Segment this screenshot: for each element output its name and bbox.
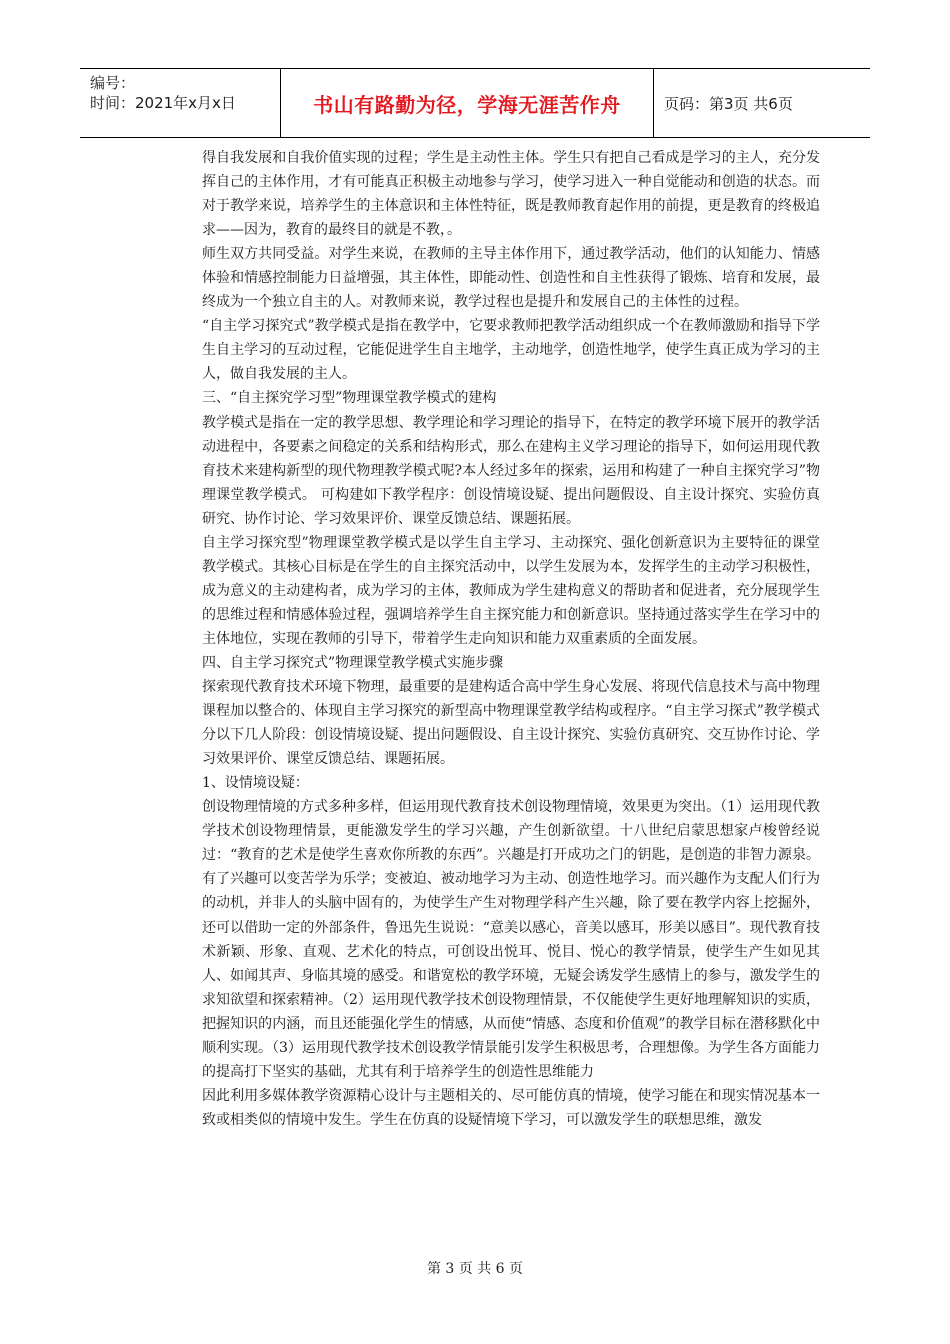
paragraph: 探索现代教育技术环境下物理，最重要的是建构适合高中学生身心发展、将现代信息技术与高中物理课程加以整合的、体现自主学习探究的新型高中物理课堂教学结构或程序。“自主学习探式”教学模式分以下几人阶段：创设情境设疑、提出问题假设、自主设计探究、实验仿真研究、交互协作讨论、学习效果评价、课堂反馈总结、课题拓展。	[202, 679, 820, 768]
paragraph: 得自我发展和自我价值实现的过程；学生是主动性主体。学生只有把自己看成是学习的主人，充分发挥自己的主体作用，才有可能真正积极主动地参与学习，使学习进入一种自觉能动和创造的状态。而对于教学来说，培养学生的主体意识和主体性特征，既是教师教育起作用的前提，更是教育的终极追求——因为，教育的最终目的就是不教，。	[202, 150, 820, 239]
document-time: 时间：2021年x月x日	[90, 94, 236, 112]
paragraph: 师生双方共同受益。对学生来说，在教师的主导主体作用下，通过教学活动，他们的认知能力、情感体验和情感控制能力日益增强，其主体性，即能动性、创造性和自主性获得了锻炼、培育和发展，最终成为一个独立自主的人。对教师来说，教学过程也是提升和发展自己的主体性的过程。	[202, 246, 820, 311]
section-heading: 三、“自主探究学习型”物理课堂教学模式的建构	[202, 390, 497, 407]
paragraph: 创设物理情境的方式多种多样，但运用现代教育技术创设物理情境，效果更为突出。（1）运用现代教学技术创设物理情景，更能激发学生的学习兴趣，产生创新欲望。十八世纪启蒙思想家卢梭曾经说过：“教育的艺术是使学生喜欢你所教的东西”。兴趣是打开成功之门的钥匙，是创造的非智力源泉。有了兴趣可以变苦学为乐学；变被迫、被动地学习为主动、创造性地学习。而兴趣作为支配人们行为的动机，并非人的头脑中固有的，为使学生产生对物理学科产生兴趣，除了要在教学内容上挖掘外，还可以借助一定的外部条件，鲁迅先生说说：“意美以感心，音美以感耳，形美以感目”。现代教育技术新颖、形象、直观、艺术化的特点，可创设出悦耳、悦目、悦心的教学情景，使学生产生如见其人、如闻其声、身临其境的感受。和谐宽松的教学环境，无疑会诱发学生感情上的参与，激发学生的求知欲望和探索精神。（2）运用现代教学技术创设物理情景，不仅能使学生更好地理解知识的实质，把握知识的内涵，而且还能强化学生的情感，从而使“情感、态度和价值观”的教学目标在潜移默化中顺利实现。（3）运用现代教学技术创设教学情景能引发学生积极思考，合理想像。为学生各方面能力的提高打下坚实的基础，尤其有利于培养学生的创造性思维能力	[202, 799, 820, 1080]
document-number-label: 编号：	[90, 74, 136, 92]
header-page-info: 页码：第3页 共6页	[664, 94, 793, 113]
paragraph: 教学模式是指在一定的教学思想、教学理论和学习理论的指导下，在特定的教学环境下展开的教学活动进程中，各要素之间稳定的关系和结构形式，那么在建构主义学习理论的指导下，如何运用现代教育技术来建构新型的现代物理教学模式呢?本人经过多年的探索，运用和构建了一种自主探究学习”物理课堂教学模式。 可构建如下教学程序：创设情境设疑、提出问题假设、自主设计探究、实验仿真研究、协作讨论、学习效果评价、课堂反馈总结、课题拓展。	[202, 414, 820, 527]
subsection-heading: 1、设情境设疑：	[202, 775, 309, 792]
section-heading: 四、自主学习探究式”物理课堂教学模式实施步骤	[202, 654, 504, 671]
page-header	[80, 68, 870, 138]
paragraph: “自主学习探究式”教学模式是指在教学中，它要求教师把教学活动组织成一个在教师激励和指导下学生自主学习的互动过程，它能促进学生自主地学，主动地学，创造性地学，使学生真正成为学习的主人，做自我发展的主人。	[202, 318, 820, 383]
paragraph: 自主学习探究型”物理课堂教学模式是以学生自主学习、主动探究、强化创新意识为主要特征的课堂教学模式。其核心目标是在学生的自主探究活动中，以学生发展为本，发挥学生的主动学习积极性，成为意义的主动建构者，成为学习的主体，教师成为学生建构意义的帮助者和促进者，充分展现学生的思维过程和情感体验过程，强调培养学生自主探究能力和创新意识。坚持通过落实学生在学习中的主体地位，实现在教师的引导下，带着学生走向知识和能力双重素质的全面发展。	[202, 534, 820, 647]
document-body	[202, 146, 820, 1132]
paragraph: 因此利用多媒体教学资源精心设计与主题相关的、尽可能仿真的情境，使学习能在和现实情况基本一致或相类似的情境中发生。学生在仿真的设疑情境下学习，可以激发学生的联想思维，激发	[202, 1087, 820, 1128]
page-footer: 第 3 页 共 6 页	[426, 1261, 524, 1277]
header-meta	[80, 69, 281, 137]
header-motto: 书山有路勤为径，学海无涯苦作舟	[281, 69, 654, 137]
